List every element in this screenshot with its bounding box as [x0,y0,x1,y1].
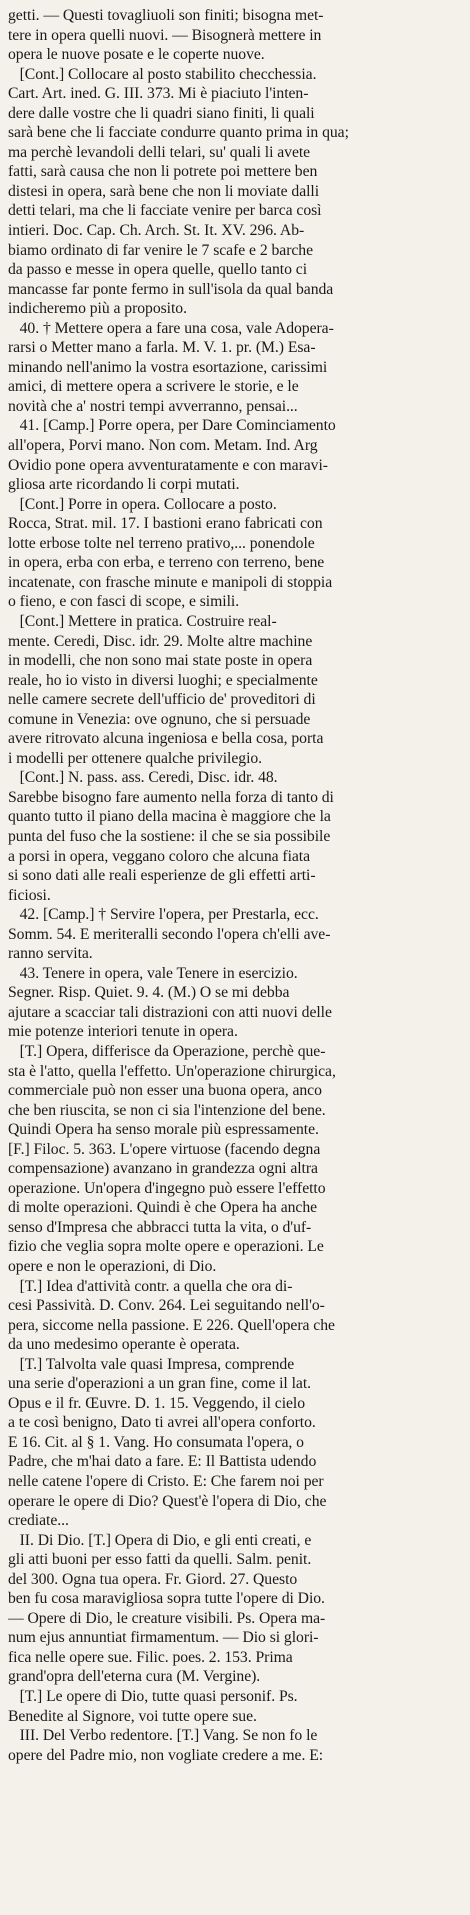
text-line: compensazione) avanzano in grandezza ogni altra [8,1160,318,1178]
text-line: [F.] Filoc. 5. 363. L'opere virtuose (facendo degna [8,1140,321,1158]
text-line: commerciale può non esser una buona opera, anco [8,1082,322,1100]
text-line: getti. — Questi tovagliuoli son finiti; bisogna met- [8,7,324,24]
text-line: fica nelle opere sue. Filic. poes. 2. 153. Prima [8,1648,293,1666]
text-line: in opera, erba con erba, e terreno con terreno, bene [8,554,325,572]
text-line: mie potenze interiori tenute in opera. [8,1023,238,1041]
text-line: amici, di mettere opera a scrivere le storie, e le [8,378,299,396]
text-line: Quindi Opera ha senso morale più espressamente. [8,1121,319,1139]
text-line: Ovidio pone opera avventuratamente e con maravi- [8,456,328,474]
text-line: Cart. Art. ined. G. III. 373. Mi è piaciuto l'inten- [8,85,309,103]
text-line: opera le nuove posate e le coperte nuove. [8,46,265,64]
text-line: dere dalle vostre che li quadri siano finiti, li quali [8,104,315,122]
text-line: lotte erbose tolte nel terreno prativo,... ponendole [8,534,315,552]
text-line: grand'opra dell'eterna cura (M. Vergine). [8,1668,261,1686]
text-line: sarà bene che li facciate condurre quanto prima in qua; [8,124,349,142]
text-line: num ejus annuntiat firmamentum. — Dio si glori- [8,1629,319,1647]
text-line: fatti, sarà causa che non li potrete poi mettere ben [8,163,318,181]
text-line: fizio che veglia sopra molte opere e operazioni. Le [8,1238,324,1256]
text-line: nelle camere secrete dell'ufficio de' proveditori di [8,691,316,709]
text-line: biamo ordinato di far venire le 7 scafe e 2 barche [8,241,314,259]
text-line: mancasse far ponte fermo in sull'isola da qual banda [8,280,334,298]
text-line: Sarebbe bisogno fare aumento nella forza di tanto di [8,788,334,806]
text-line: cesi Passività. D. Conv. 264. Lei seguitando nell'o- [8,1297,325,1315]
text-line: ranno servita. [8,945,93,963]
text-line: nelle catene l'opere di Cristo. E: Che farem noi per [8,1473,324,1491]
text-line: minando nell'animo la vostra esortazione, carissimi [8,358,328,376]
text-line: gliosa arte ricordando li corpi mutati. [8,476,240,494]
text-line: detti telari, ma che li facciate venire per barca così [8,202,322,220]
text-line: [Cont.] Mettere in pratica. Costruire real- [8,612,277,630]
text-line: o fieno, e con fasci di scope, e simili. [8,593,240,611]
text-line: Benedite al Signore, voi tutte opere sue. [8,1707,257,1725]
text-line: ben fu cosa maravigliosa sopra tutte l'opere di Dio. [8,1590,325,1608]
text-line: si sono dati alle reali esperienze de gli effetti arti- [8,867,316,885]
text-line: III. Del Verbo redentore. [T.] Vang. Se non fo le [8,1727,318,1745]
text-line: Padre, che m'hai dato a fare. E: Il Battista udendo [8,1453,317,1471]
text-line: rarsi o Metter mano a farla. M. V. 1. pr. (M.) Esa- [8,339,316,357]
text-line: — Opere di Dio, le creature visibili. Ps. Opera ma- [8,1609,326,1627]
text-line: comune in Venezia: ove ognuno, che si persuade [8,710,311,728]
text-line: reale, ho io visto in diversi luoghi; e specialmente [8,671,318,689]
text-line: [T.] Talvolta vale quasi Impresa, comprende [8,1355,295,1373]
text-line: intieri. Doc. Cap. Ch. Arch. St. It. XV. 296. Ab- [8,222,305,240]
text-line: 43. Tenere in opera, vale Tenere in esercizio. [8,964,298,982]
text-line: II. Di Dio. [T.] Opera di Dio, e gli enti creati, e [8,1531,312,1549]
text-line: [Cont.] Collocare al posto stabilito checchessia. [8,65,317,83]
text-line: ficiosi. [8,886,51,904]
text-line: Opus e il fr. Œuvre. D. 1. 15. Veggendo, il cielo [8,1394,306,1412]
text-line: 42. [Camp.] † Servire l'opera, per Prestarla, ecc. [8,906,319,924]
text-line: che ben riuscita, se non ci sia l'intenzione del bene. [8,1101,326,1119]
text-line: ma perchè levandoli delli telari, su' quali li avete [8,143,311,161]
text-line: [T.] Idea d'attività contr. a quella che ora di- [8,1277,293,1295]
text-line: di molte operazioni. Quindi è che Opera ha anche [8,1199,318,1217]
text-line: operare le opere di Dio? Quest'è l'opera di Dio, che [8,1492,327,1510]
text-line: all'opera, Porvi mano. Non com. Metam. Ind. Arg [8,437,318,455]
text-line: senso d'Impresa che abbracci tutta la vita, o d'uf- [8,1218,312,1236]
text-line: 40. † Mettere opera a fare una cosa, vale Adopera- [8,319,334,337]
text-line: da uno medesimo operante è operata. [8,1336,240,1354]
text-line: ajutare a scacciar tali distrazioni con atti nuovi delle [8,1003,332,1021]
text-line: opere e non le operazioni, di Dio. [8,1258,217,1275]
text-line: in modelli, che non sono mai state poste in opera [8,652,313,670]
text-line: opere del Padre mio, non vogliate credere a me. E: [8,1746,324,1764]
text-line: del 300. Ogna tua opera. Fr. Giord. 27. Questo [8,1570,298,1588]
text-line: una serie d'operazioni a un gran fine, come il lat. [8,1375,312,1393]
text-line: da passo e messe in opera quelle, quello tanto ci [8,261,308,279]
text-line: i modelli per ottenere qualche privilegio. [8,749,263,767]
text-line: indicheremo più a proposito. [8,300,187,318]
text-line: mente. Ceredi, Disc. idr. 29. Molte altre machine [8,632,313,650]
text-line: gli atti buoni per esso fatti da quelli. Salm. penit. [8,1551,312,1569]
text-line: operazione. Un'opera d'ingegno può essere l'effetto [8,1179,326,1197]
text-line: distesi in opera, sarà bene che non li moviate dalli [8,182,320,200]
text-line: incatenate, con frasche minute e manipoli di stoppia [8,573,333,591]
text-line: quanto tutto il piano della macina è maggiore che la [8,808,331,826]
text-line: crediate... [8,1512,69,1530]
text-column [8,6,464,1765]
text-line: a porsi in opera, veggano coloro che alcuna fiata [8,847,311,865]
text-line: [T.] Le opere di Dio, tutte quasi personif. Ps. [8,1688,298,1706]
text-line: [Cont.] N. pass. ass. Ceredi, Disc. idr. 48. [8,769,278,787]
text-line: E 16. Cit. al § 1. Vang. Ho consumata l'opera, o [8,1433,304,1451]
text-line: novità che a' nostri tempi avverranno, pensai... [8,397,298,415]
text-line: [T.] Opera, differisce da Operazione, perchè que- [8,1042,326,1060]
text-line: 41. [Camp.] Porre opera, per Dare Cominciamento [8,417,336,435]
text-line: a te così benigno, Dato ti avrei all'opera conforto. [8,1414,316,1432]
text-line: tere in opera quelli nuovi. — Bisognerà mettere in [8,26,322,44]
text-line: pera, siccome nella passione. E 226. Quell'opera che [8,1316,335,1334]
text-line: avere ritrovato alcuna ingeniosa e bella cosa, porta [8,730,324,748]
text-line: [Cont.] Porre in opera. Collocare a posto. [8,495,277,513]
text-line: Somm. 54. E meriteralli secondo l'opera ch'elli ave- [8,925,331,943]
text-line: Rocca, Strat. mil. 17. I bastioni erano fabricati con [8,515,323,533]
text-line: Segner. Risp. Quiet. 9. 4. (M.) O se mi debba [8,984,290,1002]
text-line: punta del fuso che la sostiene: il che se sia possibile [8,827,331,845]
text-line: sta è l'atto, quella l'effetto. Un'operazione chirurgica, [8,1062,336,1080]
